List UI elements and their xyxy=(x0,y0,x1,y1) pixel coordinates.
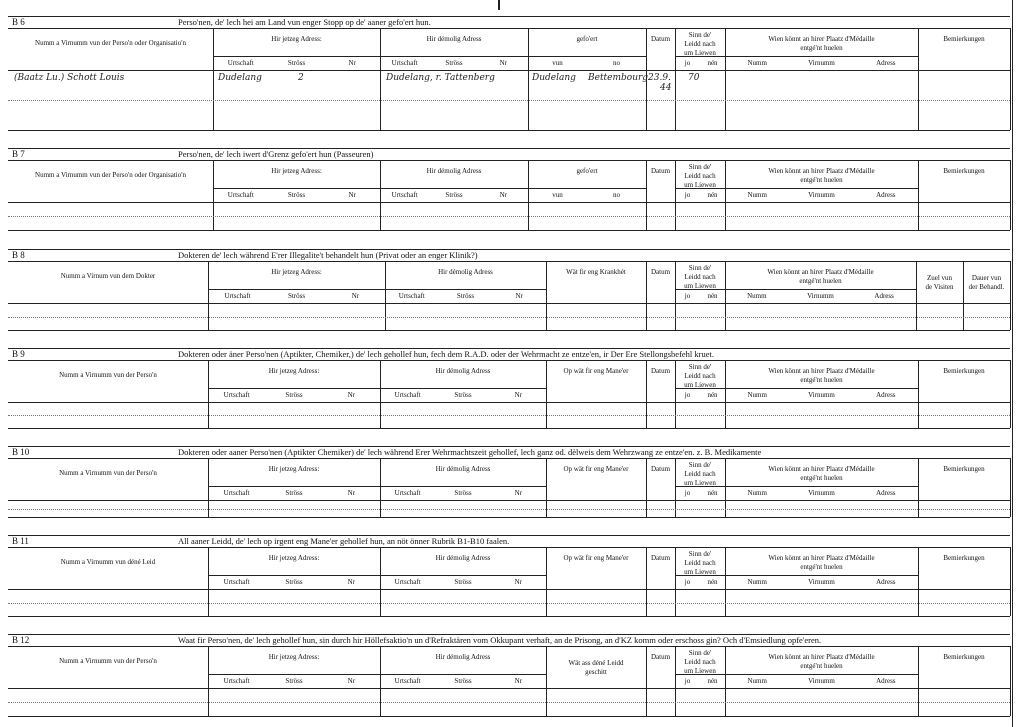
column-label-suffered-2: geschitt xyxy=(585,668,607,676)
column-label-alive-2: Leidd nach xyxy=(684,40,716,48)
section-title: Dokteren oder aaner Perso'nen (Aptikter Chemiker) de' lech während Erer Wehrmachtszeit gehollef, lech ganz od. dèlweis dem Wehrzwang ze entze'en. z. B. Medikamente xyxy=(178,447,762,457)
column-label-current-address: Hir jetzeg Adress: xyxy=(268,367,320,375)
subcolumn-label-nr: Nr xyxy=(351,292,360,300)
subheader-divider xyxy=(380,388,546,389)
column-divider xyxy=(1010,28,1011,130)
column-label-alive-1: Sinn de' xyxy=(688,649,712,657)
subheader-divider xyxy=(675,388,725,389)
subheader-divider xyxy=(675,486,725,487)
column-label-reach-2: entgé'nt huelen xyxy=(800,474,843,482)
column-label-reach-2: entgé'nt huelen xyxy=(799,277,842,285)
subheader-divider xyxy=(675,575,725,576)
subcolumn-label-town: Urtschaft xyxy=(223,489,250,497)
section-table xyxy=(8,646,1010,717)
subcolumn-label-address: Adress xyxy=(876,489,896,497)
column-label-alive-3: um Liewen xyxy=(684,49,716,57)
subcolumn-label-address: Adress xyxy=(876,578,896,586)
column-label-manner: Op wät fir eng Mane'er xyxy=(563,367,629,375)
section-table xyxy=(8,360,1010,429)
column-divider xyxy=(916,261,917,330)
subheader-divider xyxy=(725,388,918,389)
subcolumn-label-street: Ströss xyxy=(285,677,303,685)
column-label-visits-2: de Visiten xyxy=(925,283,954,291)
subcolumn-label-nr: Nr xyxy=(348,191,356,199)
section-code: B 11 xyxy=(12,536,29,546)
column-divider xyxy=(1010,547,1011,616)
handwritten-alive: 70 xyxy=(688,73,700,83)
subcolumn-label-street: Ströss xyxy=(456,292,475,300)
subcolumn-label-to: no xyxy=(613,191,620,199)
subheader-divider xyxy=(675,674,725,675)
column-label-date: Datum xyxy=(650,554,671,562)
subcolumn-label-street: Ströss xyxy=(285,489,303,497)
column-divider xyxy=(1010,646,1011,716)
handwritten-route-from: Dudelang xyxy=(532,73,576,83)
column-label-manner: Op wät fir eng Mane'er xyxy=(563,554,629,562)
subcolumn-label-street: Ströss xyxy=(454,677,472,685)
column-label-route: gefo'ert xyxy=(576,35,598,43)
subcolumn-label-name: Numm xyxy=(747,59,767,67)
handwritten-current-street: 2 xyxy=(298,73,304,83)
subcolumn-label-street: Ströss xyxy=(454,578,472,586)
column-label-alive-1: Sinn de' xyxy=(688,264,712,272)
subcolumn-label-address: Adress xyxy=(876,391,896,399)
column-label-alive-1: Sinn de' xyxy=(688,163,712,171)
column-label-name-col: Numm a Virnumm vun der Perso'n oder Organisatio'n xyxy=(35,39,186,47)
header-divider xyxy=(8,303,1010,304)
column-label-former-address: Hir démolig Adress xyxy=(435,554,491,562)
column-label-reach-1: Wien könnt an hirer Plaatz d'Médaille xyxy=(768,35,875,43)
column-label-name-col: Numm a Virnumm vun der Perso'n xyxy=(59,371,157,379)
section-b10 xyxy=(8,432,1010,517)
subheader-divider xyxy=(208,674,380,675)
subcolumn-label-no: nén xyxy=(707,578,718,586)
column-label-alive-3: um Liewen xyxy=(684,181,716,189)
column-label-alive-2: Leidd nach xyxy=(684,559,716,567)
column-label-alive-1: Sinn de' xyxy=(688,363,712,371)
subcolumn-label-firstname: Virnumm xyxy=(808,59,835,67)
subheader-divider xyxy=(208,486,380,487)
column-label-former-address: Hir démolig Adress xyxy=(435,367,491,375)
column-label-alive-1: Sinn de' xyxy=(688,550,712,558)
subcolumn-label-yes: jo xyxy=(684,391,691,399)
subheader-divider xyxy=(725,486,918,487)
column-label-current-address: Hir jetzeg Adress: xyxy=(268,465,320,473)
subcolumn-label-to: no xyxy=(613,59,620,67)
subcolumn-label-from: vun xyxy=(552,191,563,199)
column-label-date: Datum xyxy=(650,167,671,175)
column-label-reach-2: entgé'nt huelen xyxy=(800,176,843,184)
entry-line xyxy=(8,702,1010,703)
column-label-name-col: Numm a Virnumm vun der Perso'n xyxy=(59,469,157,477)
subcolumn-label-firstname: Virnumm xyxy=(808,489,835,497)
section-title: Dokteren oder äner Perso'nen (Aptikter, Chemiker,) de' lech gehollef hun, fech dem R.A.D. oder der Wehrmacht ze entze'en, ir Der Ere Stellongsbefehl kruet. xyxy=(178,349,715,359)
subcolumn-label-firstname: Virnumm xyxy=(808,191,835,199)
subcolumn-label-yes: jo xyxy=(684,292,691,300)
handwritten-current-town: Dudelang xyxy=(218,73,262,83)
subcolumn-label-yes: jo xyxy=(684,578,691,586)
section-code: B 12 xyxy=(12,635,30,645)
column-label-former-address: Hir démolig Adress xyxy=(426,167,482,175)
subheader-divider xyxy=(528,188,646,189)
subcolumn-label-address: Adress xyxy=(876,191,896,199)
column-label-visits-1: Zuel vun xyxy=(926,274,953,282)
section-b12 xyxy=(8,620,1010,716)
section-table xyxy=(8,261,1010,331)
subcolumn-label-town: Urtschaft xyxy=(394,578,421,586)
subcolumn-label-firstname: Virnumm xyxy=(807,292,834,300)
column-divider xyxy=(1010,160,1011,230)
handwritten-name: (Baatz Lu.) Schott Louis xyxy=(14,73,125,83)
section-b9 xyxy=(8,334,1010,428)
section-b7 xyxy=(8,134,1010,230)
section-b8 xyxy=(8,235,1010,330)
subcolumn-label-street: Ströss xyxy=(287,292,306,300)
subcolumn-label-town: Urtschaft xyxy=(227,191,254,199)
subcolumn-label-town: Urtschaft xyxy=(224,292,251,300)
column-label-manner: Op wät fir eng Mane'er xyxy=(563,465,629,473)
subheader-divider xyxy=(380,486,546,487)
column-label-remarks: Bemierkungen xyxy=(943,167,985,175)
section-code: B 6 xyxy=(12,17,25,27)
subheader-divider xyxy=(725,674,918,675)
column-label-current-address: Hir jetzeg Adress: xyxy=(268,653,320,661)
subheader-divider xyxy=(725,575,918,576)
subcolumn-label-name: Numm xyxy=(747,292,767,300)
column-label-reach-1: Wien könnt an hirer Plaatz d'Médaille xyxy=(768,653,875,661)
column-label-name-col: Numm a Virnumm vun déné Leid xyxy=(60,558,156,566)
subcolumn-label-no: nén xyxy=(707,391,718,399)
subheader-divider xyxy=(725,56,918,57)
section-code: B 9 xyxy=(12,349,25,359)
column-label-date: Datum xyxy=(650,367,671,375)
header-divider xyxy=(8,688,1010,689)
entry-line xyxy=(8,603,1010,604)
column-label-former-address: Hir démolig Adress xyxy=(438,268,493,276)
column-label-reach-1: Wien könnt an hirer Plaatz d'Médaille xyxy=(768,554,875,562)
subheader-divider xyxy=(208,575,380,576)
subcolumn-label-name: Numm xyxy=(747,578,767,586)
subheader-divider xyxy=(208,289,385,290)
column-label-reach-2: entgé'nt huelen xyxy=(800,376,843,384)
column-label-former-address: Hir démolig Adress xyxy=(426,35,482,43)
subcolumn-label-street: Ströss xyxy=(287,59,306,67)
handwritten-date: 23.9. xyxy=(648,73,671,83)
column-label-alive-3: um Liewen xyxy=(684,282,716,290)
header-divider xyxy=(8,500,1010,501)
header-divider xyxy=(8,202,1010,203)
subcolumn-label-nr: Nr xyxy=(347,677,356,685)
column-label-suffered-1: Wät ass déné Leidd xyxy=(568,659,624,667)
subheader-divider xyxy=(675,56,725,57)
subcolumn-label-nr: Nr xyxy=(514,391,523,399)
column-label-current-address: Hir jetzeg Adress: xyxy=(271,268,322,276)
handwritten-former-address: Dudelang, r. Tattenberg xyxy=(386,73,495,83)
subcolumn-label-name: Numm xyxy=(747,489,767,497)
subcolumn-label-town: Urtschaft xyxy=(227,59,254,67)
column-label-alive-2: Leidd nach xyxy=(684,273,716,281)
subcolumn-label-town: Urtschaft xyxy=(394,489,421,497)
subheader-divider xyxy=(380,674,546,675)
subcolumn-label-yes: jo xyxy=(684,59,691,67)
subheader-divider xyxy=(528,56,646,57)
subheader-divider xyxy=(213,188,380,189)
section-title: Waat fir Perso'nen, de' lech gehollef hun, sin durch hir Höllefsaktio'n un d'Refraktären vom Okkupant verhaft, an de Prisong, an d'KZ komm oder erschoss gin? Och d'Emsiedlung opfe'eren. xyxy=(178,635,822,645)
subcolumn-label-nr: Nr xyxy=(514,677,523,685)
section-code: B 8 xyxy=(12,250,25,260)
subcolumn-label-street: Ströss xyxy=(454,391,472,399)
subcolumn-label-street: Ströss xyxy=(285,578,303,586)
subcolumn-label-town: Urtschaft xyxy=(394,391,421,399)
subcolumn-label-street: Ströss xyxy=(285,391,303,399)
entry-line xyxy=(8,317,1010,318)
column-label-date: Datum xyxy=(650,268,671,276)
subcolumn-label-nr: Nr xyxy=(514,578,523,586)
column-label-date: Datum xyxy=(650,653,671,661)
column-label-remarks: Bemierkungen xyxy=(943,653,985,661)
column-divider xyxy=(1010,261,1011,330)
subcolumn-label-town: Urtschaft xyxy=(223,391,250,399)
column-label-alive-3: um Liewen xyxy=(684,381,716,389)
column-label-duration-1: Dauer vun xyxy=(971,274,1002,282)
subheader-divider xyxy=(725,289,916,290)
subcolumn-label-street: Ströss xyxy=(287,191,306,199)
column-label-reach-2: entgé'nt huelen xyxy=(800,662,843,670)
subheader-divider xyxy=(380,575,546,576)
entry-line xyxy=(8,216,1010,217)
entry-line xyxy=(8,415,1010,416)
column-label-name-col: Numm a Virnumm vun der Perso'n oder Organisatio'n xyxy=(35,171,186,179)
column-label-remarks: Bemierkungen xyxy=(943,554,985,562)
column-divider xyxy=(528,28,529,130)
column-divider xyxy=(1010,458,1011,517)
subcolumn-label-nr: Nr xyxy=(515,292,523,300)
column-label-alive-1: Sinn de' xyxy=(688,31,712,39)
subcolumn-label-nr: Nr xyxy=(499,59,508,67)
column-label-reach-1: Wien könnt an hirer Plaatz d'Médaille xyxy=(768,465,875,473)
column-label-alive-1: Sinn de' xyxy=(688,461,712,469)
subcolumn-label-yes: jo xyxy=(684,677,691,685)
column-label-date: Datum xyxy=(650,35,671,43)
section-title: Perso'nen, de' lech hei am Land vun enger Stopp op de' aaner gefo'ert hun. xyxy=(178,17,431,27)
section-table xyxy=(8,458,1010,518)
section-code: B 7 xyxy=(12,149,25,159)
handwritten-date-year: 44 xyxy=(660,83,672,93)
column-divider xyxy=(1010,360,1011,428)
subcolumn-label-address: Adress xyxy=(876,59,896,67)
column-label-alive-2: Leidd nach xyxy=(684,172,716,180)
subcolumn-label-town: Urtschaft xyxy=(223,677,250,685)
column-label-name-col: Numm a Virnumm vun der Perso'n xyxy=(59,657,157,665)
subcolumn-label-nr: Nr xyxy=(347,578,356,586)
subcolumn-label-from: vun xyxy=(552,59,563,67)
column-label-reach-1: Wien könnt an hirer Plaatz d'Médaille xyxy=(768,367,875,375)
column-label-alive-2: Leidd nach xyxy=(684,470,716,478)
subcolumn-label-no: nén xyxy=(707,677,718,685)
header-divider xyxy=(8,70,1010,71)
column-label-disease: Wät fir eng Krankhét xyxy=(566,268,626,276)
column-label-former-address: Hir démolig Adress xyxy=(435,465,491,473)
column-label-reach-1: Wien könnt an hirer Plaatz d'Médaille xyxy=(767,268,874,276)
subcolumn-label-town: Urtschaft xyxy=(398,292,425,300)
subcolumn-label-yes: jo xyxy=(684,191,691,199)
section-b11 xyxy=(8,521,1010,616)
form-right-edge xyxy=(1012,0,1013,727)
section-title: Perso'nen, de' lech iwert d'Grenz gefo'ert hun (Passeuren) xyxy=(178,149,374,159)
column-divider xyxy=(918,28,919,130)
column-label-date: Datum xyxy=(650,465,671,473)
column-label-route: gefo'ert xyxy=(576,167,598,175)
column-label-current-address: Hir jetzeg Adress: xyxy=(271,35,322,43)
subcolumn-label-town: Urtschaft xyxy=(223,578,250,586)
subcolumn-label-no: nén xyxy=(707,489,718,497)
column-label-reach-1: Wien könnt an hirer Plaatz d'Médaille xyxy=(768,167,875,175)
subheader-divider xyxy=(675,289,725,290)
subheader-divider xyxy=(385,289,546,290)
column-label-alive-3: um Liewen xyxy=(684,479,716,487)
subcolumn-label-firstname: Virnumm xyxy=(808,677,835,685)
subcolumn-label-street: Ströss xyxy=(454,489,472,497)
column-label-current-address: Hir jetzeg Adress: xyxy=(271,167,322,175)
subheader-divider xyxy=(380,56,528,57)
subheader-divider xyxy=(675,188,725,189)
column-label-reach-2: entgé'nt huelen xyxy=(800,563,843,571)
column-divider xyxy=(380,28,381,130)
subcolumn-label-address: Adress xyxy=(876,677,896,685)
subcolumn-label-nr: Nr xyxy=(514,489,523,497)
subcolumn-label-no: nén xyxy=(707,59,718,67)
header-divider xyxy=(8,589,1010,590)
column-label-alive-3: um Liewen xyxy=(684,667,716,675)
subcolumn-label-nr: Nr xyxy=(348,59,356,67)
subcolumn-label-name: Numm xyxy=(747,391,767,399)
column-label-remarks: Bemierkungen xyxy=(943,35,985,43)
column-divider xyxy=(963,261,964,330)
section-code: B 10 xyxy=(12,447,30,457)
column-label-reach-2: entgé'nt huelen xyxy=(800,44,843,52)
section-b6 xyxy=(8,2,1010,130)
subcolumn-label-name: Numm xyxy=(747,191,767,199)
column-label-alive-2: Leidd nach xyxy=(684,658,716,666)
subcolumn-label-nr: Nr xyxy=(347,489,356,497)
subcolumn-label-nr: Nr xyxy=(499,191,508,199)
column-label-former-address: Hir démolig Adress xyxy=(435,653,491,661)
handwritten-route-to: Bettembourg xyxy=(588,73,649,83)
subcolumn-label-address: Adress xyxy=(874,292,894,300)
subcolumn-label-yes: jo xyxy=(684,489,691,497)
subcolumn-label-nr: Nr xyxy=(347,391,356,399)
subcolumn-label-firstname: Virnumm xyxy=(808,578,835,586)
column-label-remarks: Bemierkungen xyxy=(943,465,985,473)
subcolumn-label-town: Urtschaft xyxy=(394,677,421,685)
column-label-remarks: Bemierkungen xyxy=(943,367,985,375)
subcolumn-label-street: Ströss xyxy=(445,191,463,199)
section-table xyxy=(8,160,1010,231)
column-divider xyxy=(213,28,214,130)
subheader-divider xyxy=(725,188,918,189)
subcolumn-label-no: nén xyxy=(707,191,718,199)
column-label-name-col: Numm a Virnum vun dem Dokter xyxy=(60,272,156,280)
subcolumn-label-name: Numm xyxy=(747,677,767,685)
section-title: Dokteren de' lech während E'rer Illegalite't behandelt hun (Privat oder an enger Klinik?) xyxy=(178,250,478,260)
subcolumn-label-firstname: Virnumm xyxy=(808,391,835,399)
column-divider xyxy=(546,646,547,716)
subcolumn-label-no: nén xyxy=(707,292,718,300)
subheader-divider xyxy=(213,56,380,57)
subcolumn-label-town: Urtschaft xyxy=(391,191,418,199)
column-label-current-address: Hir jetzeg Adress: xyxy=(268,554,320,562)
subcolumn-label-town: Urtschaft xyxy=(391,59,418,67)
subheader-divider xyxy=(208,388,380,389)
entry-line xyxy=(8,100,1010,101)
section-table xyxy=(8,547,1010,617)
subcolumn-label-street: Ströss xyxy=(445,59,463,67)
header-divider xyxy=(8,402,1010,403)
column-label-alive-3: um Liewen xyxy=(684,568,716,576)
section-table xyxy=(8,28,1010,131)
section-title: All aaner Leidd, de' lech op irgent eng Mane'er gehollef hun, an nöt önner Rubrik B1-B10 faalen. xyxy=(178,536,510,546)
column-label-duration-2: der Behandl. xyxy=(968,283,1005,291)
column-label-alive-2: Leidd nach xyxy=(684,372,716,380)
entry-line xyxy=(8,509,1010,510)
subheader-divider xyxy=(380,188,528,189)
